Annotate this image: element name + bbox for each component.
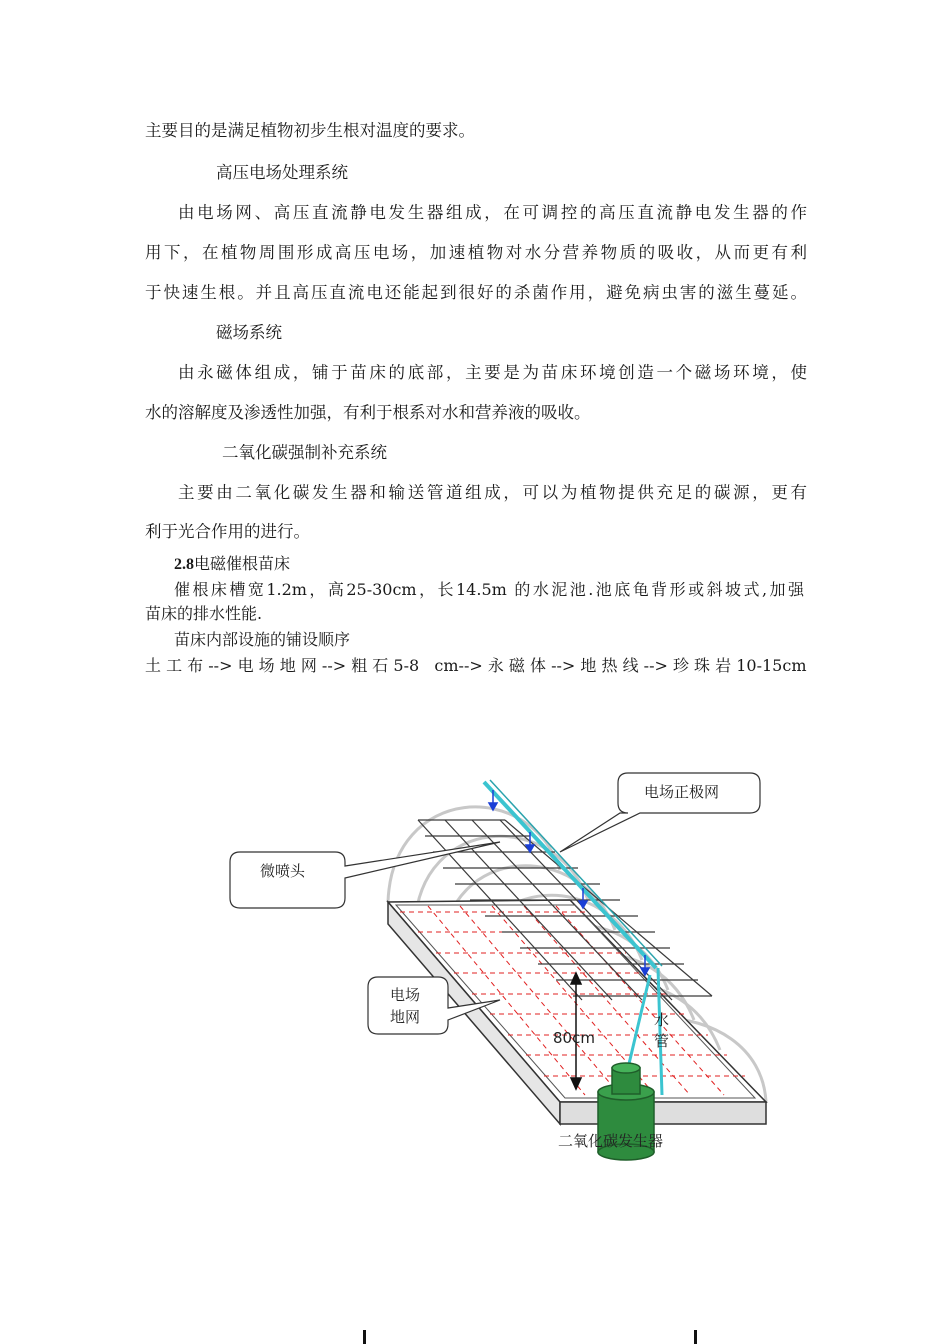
sprinkler-label: 微喷头 [260,862,306,880]
ground-net-label-1: 电场 [390,986,421,1004]
heading-magnetic-system: 磁场系统 [216,323,282,342]
section-paragraph-line-1: 催根床槽宽1.2m，高25-30cm，长14.5m 的水泥池.池底龟背形或斜坡式,加强 [174,580,804,599]
section-paragraph-order: 苗床内部设施的铺设顺序 [174,630,351,649]
co2-generator-label: 二氧化碳发生器 [558,1132,664,1150]
positive-net-label: 电场正极网 [644,783,720,801]
paragraph-co2-line-2: 利于光合作用的进行。 [145,522,310,541]
layering-sequence: 土 工 布 --> 电 场 地 网 --> 粗 石 5-8 cm--> 永 磁 体 --> 地 热 线 --> 珍 珠 岩 10-15cm [145,656,807,675]
paragraph-mag-line-1: 由永磁体组成，铺于苗床的底部，主要是为苗床环境创造一个磁场环境，使 [178,363,807,382]
paragraph-hv-line-3: 于快速生根。并且高压直流电还能起到很好的杀菌作用，避免病虫害的滋生蔓延。 [145,283,807,302]
section-number: 2.8 [174,556,194,573]
paragraph-hv-line-1: 由电场网、高压直流静电发生器组成，在可调控的高压直流静电发生器的作 [178,203,807,222]
paragraph-temperature: 主要目的是满足植物初步生根对温度的要求。 [145,121,475,140]
heading-co2-system: 二氧化碳强制补充系统 [222,443,387,462]
pipe-label-1: 水 [654,1011,670,1029]
paragraph-mag-line-2: 水的溶解度及渗透性加强，有利于根系对水和营养液的吸收。 [145,403,591,422]
section-paragraph-line-2: 苗床的排水性能. [145,604,263,623]
section-title: 电磁催根苗床 [194,554,291,573]
paragraph-co2-line-1: 主要由二氧化碳发生器和输送管道组成，可以为植物提供充足的碳源，更有 [178,483,807,502]
crop-mark-left [363,1330,366,1344]
height-label: 80cm [553,1029,595,1047]
ground-net-label-2: 地网 [390,1008,421,1026]
heading-high-voltage-system: 高压电场处理系统 [216,163,348,182]
pipe-label-2: 管 [654,1032,670,1050]
paragraph-hv-line-2: 用下，在植物周围形成高压电场，加速植物对水分营养物质的吸收，从而更有利 [145,243,807,262]
crop-mark-right [694,1330,697,1344]
